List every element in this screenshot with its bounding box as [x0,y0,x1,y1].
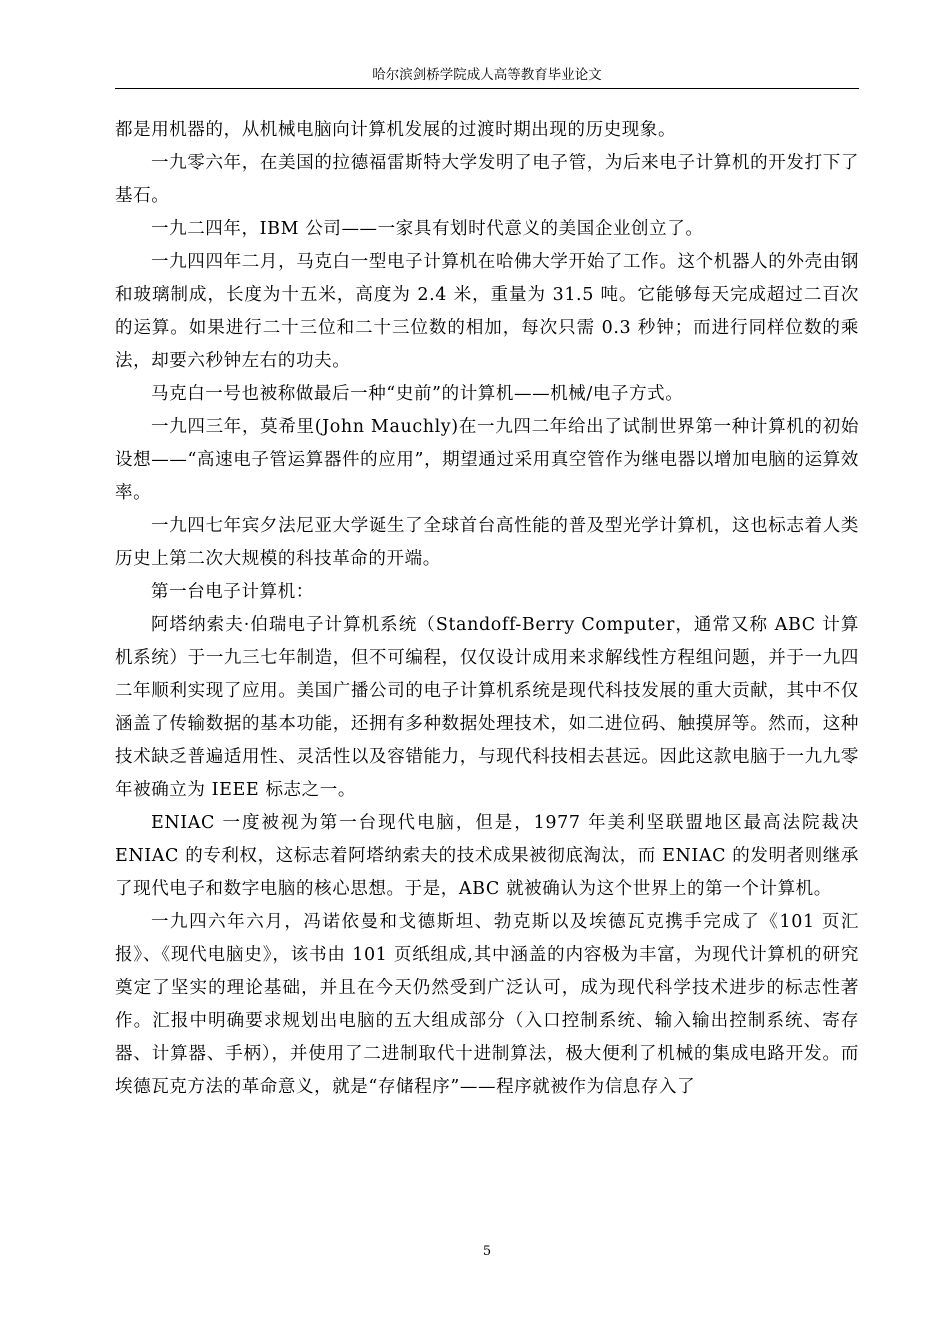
paragraph: 第一台电子计算机： [151,582,314,602]
paragraph: 都是用机器的，从机械电脑向计算机发展的过渡时期出现的历史现象。 [115,120,677,140]
paragraph: 马克白一号也被称做最后一种“史前”的计算机——机械/电子方式。 [151,384,684,404]
body-text [115,114,859,1104]
paragraph: 阿塔纳索夫·伯瑞电子计算机系统（Standoff-Berry Computer，通常又称 ABC 计算机系统）于一九三七年制造，但不可编程，仅仅设计成用来求解线性方程组问题，并于一九四二年顺利实现了应用。美国广播公司的电子计算机系统是现代科技发展的重大贡献，其中不仅涵盖了传输数据的基本功能，还拥有多种数据处理技术，如二进位码、触摸屏等。然而，这种技术缺乏普遍适用性、灵活性以及容错能力，与现代科技相去甚远。因此这款电脑于一九九零年被确立为 IEEE 标志之一。 [115,615,859,800]
paragraph: 一九四七年宾夕法尼亚大学诞生了全球首台高性能的普及型光学计算机，这也标志着人类历史上第二次大规模的科技革命的开端。 [115,516,859,569]
paragraph: 一九四六年六月，冯诺依曼和戈德斯坦、勃克斯以及埃德瓦克携手完成了《101 页汇报》、《现代电脑史》，该书由 101 页纸组成,其中涵盖的内容极为丰富，为现代计算机的研究奠定了坚实的理论基础，并且在今天仍然受到广泛认可，成为现代科学技术进步的标志性著作。汇报中明确要求规划出电脑的五大组成部分（入口控制系统、输入输出控制系统、寄存器、计算器、手柄），并使用了二进制取代十进制算法，极大便利了机械的集成电路开发。而埃德瓦克方法的革命意义，就是“存储程序”——程序就被作为信息存入了 [115,912,859,1097]
page-number: 5 [482,1244,492,1259]
paragraph: ENIAC 一度被视为第一台现代电脑，但是，1977 年美利坚联盟地区最高法院裁决 ENIAC 的专利权，这标志着阿塔纳索夫的技术成果被彻底淘汰，而 ENIAC 的发明者则继承了现代电子和数字电脑的核心思想。于是，ABC 就被确认为这个世界上的第一个计算机。 [115,813,859,899]
header-rule [115,88,859,89]
paragraph: 一九四三年，莫希里(John Mauchly)在一九四二年给出了试制世界第一种计算机的初始设想——“高速电子管运算器件的应用”，期望通过采用真空管作为继电器以增加电脑的运算效率。 [115,417,859,503]
paragraph: 一九零六年，在美国的拉德福雷斯特大学发明了电子管，为后来电子计算机的开发打下了基石。 [115,153,859,206]
page-header: 哈尔滨剑桥学院成人高等教育毕业论文 [372,67,602,83]
paragraph: 一九四四年二月，马克白一型电子计算机在哈佛大学开始了工作。这个机器人的外壳由钢和玻璃制成，长度为十五米，高度为 2.4 米，重量为 31.5 吨。它能够每天完成超过二百次的运算。如果进行二十三位和二十三位数的相加，每次只需 0.3 秒钟；而进行同样位数的乘法，却要六秒钟左右的功夫。 [115,252,859,371]
paragraph: 一九二四年，IBM 公司——一家具有划时代意义的美国企业创立了。 [151,219,704,239]
